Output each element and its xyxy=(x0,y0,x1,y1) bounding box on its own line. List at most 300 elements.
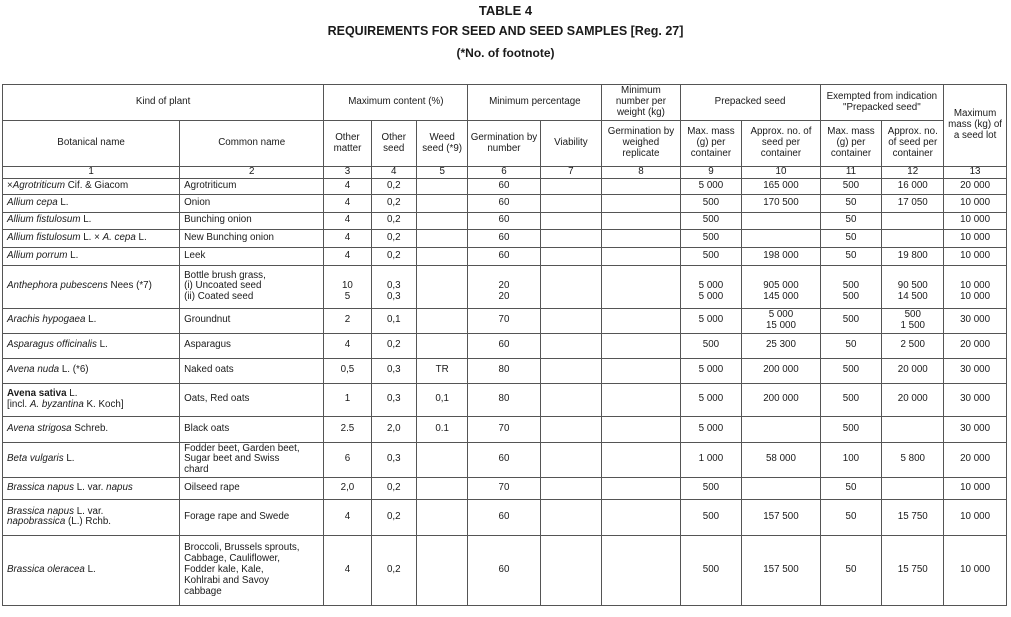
cell-c6: 60 xyxy=(468,535,540,605)
cell-c4: 2,0 xyxy=(371,416,416,442)
cell-c12: 20 000 xyxy=(882,383,944,416)
cell-c5 xyxy=(416,477,468,499)
cell-c3: 4 xyxy=(324,535,371,605)
table-row xyxy=(3,442,1007,477)
cell-c5 xyxy=(416,499,468,535)
cell-c7 xyxy=(540,416,602,442)
cell-line: 5 000 xyxy=(768,309,794,320)
common-name: Forage rape and Swede xyxy=(180,499,324,535)
botanical-name-part: L. × xyxy=(80,231,103,243)
botanical-name-part: Arachis hypogaea xyxy=(7,314,86,326)
cell-c13: 30 000 xyxy=(944,308,1007,333)
cell-line: 15 000 xyxy=(765,319,796,331)
botanical-name-part: napus xyxy=(106,481,133,493)
cell-c6: 60 xyxy=(468,178,540,194)
common-name: Oats, Red oats xyxy=(180,383,324,416)
cell-c12: 5 800 xyxy=(882,442,944,477)
column-number-13: 13 xyxy=(944,167,1007,179)
cell-c12 xyxy=(882,416,944,442)
botanical-name-part: × xyxy=(7,179,13,191)
table-row xyxy=(3,416,1007,442)
cell-c4: 0,2 xyxy=(371,194,416,212)
common-name xyxy=(180,265,324,308)
header-min-percentage: Minimum percentage xyxy=(468,85,602,121)
cell-line: 5 000 xyxy=(698,280,724,292)
cell-c7 xyxy=(540,358,602,383)
cell-c7 xyxy=(540,212,602,229)
cell-c12 xyxy=(882,308,944,333)
cell-c9: 500 xyxy=(680,229,742,247)
cell-c5 xyxy=(416,442,468,477)
column-number-10: 10 xyxy=(742,167,820,179)
botanical-name-part: Avena strigosa xyxy=(7,422,72,434)
common-name: Oilseed rape xyxy=(180,477,324,499)
botanical-name-part: L. xyxy=(85,314,97,326)
common-name: Naked oats xyxy=(180,358,324,383)
cell-c7 xyxy=(540,499,602,535)
cell-c8 xyxy=(602,416,680,442)
cell-c7 xyxy=(540,333,602,358)
common-name xyxy=(180,535,324,605)
cell-c9: 500 xyxy=(680,333,742,358)
botanical-name-part: Allium fistulosum xyxy=(7,231,81,243)
header-weed-seed: Weed seed (*9) xyxy=(416,121,468,167)
cell-c8 xyxy=(602,477,680,499)
header-exempted: Exempted from indication "Prepacked seed" xyxy=(820,85,944,121)
footnote-note: (*No. of footnote) xyxy=(456,46,555,60)
cell-c11: 50 xyxy=(820,212,882,229)
botanical-name xyxy=(3,247,180,265)
cell-c10: 200 000 xyxy=(742,383,820,416)
botanical-name-part: Allium porrum xyxy=(7,249,68,261)
botanical-name-part: napobrassica xyxy=(7,516,66,528)
common-name-line: Cabbage, Cauliflower, xyxy=(184,553,280,565)
cell-line: 20 xyxy=(498,280,510,292)
botanical-name-part: Anthephora pubescens xyxy=(7,280,108,292)
cell-c3: 4 xyxy=(324,229,371,247)
botanical-name-part: Brassica napus xyxy=(7,481,74,493)
cell-c5 xyxy=(416,535,468,605)
cell-c9: 5 000 xyxy=(680,383,742,416)
header-germination-number: Germination by number xyxy=(468,121,540,167)
botanical-name-part: Allium fistulosum xyxy=(7,214,81,226)
cell-c4: 0,2 xyxy=(371,535,416,605)
botanical-name-part: L. var. xyxy=(73,481,107,493)
cell-line: 1 500 xyxy=(900,319,926,331)
cell-c7 xyxy=(540,383,602,416)
cell-c10: 25 300 xyxy=(742,333,820,358)
cell-c10 xyxy=(742,229,820,247)
cell-c3: 4 xyxy=(324,333,371,358)
cell-line: 90 500 xyxy=(897,280,928,292)
cell-c11 xyxy=(820,265,882,308)
column-number-5: 5 xyxy=(416,167,468,179)
cell-c13: 10 000 xyxy=(944,535,1007,605)
cell-c3: 4 xyxy=(324,194,371,212)
table-row xyxy=(3,194,1007,212)
header-max-mass-lot: Maximum mass (kg) of a seed lot xyxy=(944,85,1007,167)
cell-c9: 500 xyxy=(680,499,742,535)
cell-c10: 198 000 xyxy=(742,247,820,265)
cell-c12 xyxy=(882,229,944,247)
header-germination-weighed: Germination by weighed replicate xyxy=(602,121,680,167)
cell-c5 xyxy=(416,229,468,247)
botanical-name-part: Schreb. xyxy=(71,422,109,434)
cell-line: 20 xyxy=(498,291,510,303)
header-approx-seed-container: Approx. no. of seed per container xyxy=(742,121,820,167)
header-row-1 xyxy=(3,85,1007,121)
cell-line: 5 xyxy=(344,291,351,303)
cell-c9: 5 000 xyxy=(680,358,742,383)
botanical-name-part: L. var. xyxy=(73,505,104,517)
common-name: New Bunching onion xyxy=(180,229,324,247)
cell-c13: 10 000 xyxy=(944,229,1007,247)
cell-line: 905 000 xyxy=(763,280,799,292)
cell-c11: 50 xyxy=(820,535,882,605)
cell-c6: 80 xyxy=(468,358,540,383)
botanical-name-part: L. xyxy=(80,214,92,226)
cell-c11: 50 xyxy=(820,499,882,535)
botanical-name xyxy=(3,229,180,247)
seed-requirements-table xyxy=(2,84,1007,606)
cell-c7 xyxy=(540,265,602,308)
cell-c10: 200 000 xyxy=(742,358,820,383)
common-name: Black oats xyxy=(180,416,324,442)
common-name-line: (i) Uncoated seed xyxy=(184,280,262,292)
botanical-name xyxy=(3,477,180,499)
column-number-6: 6 xyxy=(468,167,540,179)
common-name-line: Sugar beet and Swiss xyxy=(184,453,280,465)
cell-line: 10 000 xyxy=(960,291,991,303)
cell-c4: 0,3 xyxy=(371,383,416,416)
common-name: Onion xyxy=(180,194,324,212)
cell-c3: 2 xyxy=(324,308,371,333)
cell-line xyxy=(780,270,783,281)
cell-c8 xyxy=(602,383,680,416)
cell-c11: 100 xyxy=(820,442,882,477)
cell-line: 5 000 xyxy=(698,291,724,303)
cell-line: 500 xyxy=(904,309,921,320)
column-number-2: 2 xyxy=(180,167,324,179)
cell-c6 xyxy=(468,265,540,308)
cell-c3: 0,5 xyxy=(324,358,371,383)
cell-c8 xyxy=(602,194,680,212)
cell-c10: 165 000 xyxy=(742,178,820,194)
cell-c13: 10 000 xyxy=(944,499,1007,535)
cell-line xyxy=(503,270,506,281)
botanical-name xyxy=(3,358,180,383)
botanical-name-part: L. xyxy=(57,196,69,208)
cell-c13: 10 000 xyxy=(944,194,1007,212)
cell-c3: 4 xyxy=(324,499,371,535)
header-kind-of-plant: Kind of plant xyxy=(3,85,324,121)
cell-line: 500 xyxy=(842,291,860,303)
cell-c3: 4 xyxy=(324,178,371,194)
cell-c12: 17 050 xyxy=(882,194,944,212)
table-row xyxy=(3,535,1007,605)
botanical-name-part: L. xyxy=(63,453,75,465)
botanical-name-part: A. byzantina xyxy=(29,398,84,410)
cell-line: 0,3 xyxy=(386,291,401,303)
cell-c9: 500 xyxy=(680,194,742,212)
botanical-name xyxy=(3,194,180,212)
column-number-4: 4 xyxy=(371,167,416,179)
table-row xyxy=(3,358,1007,383)
table-row xyxy=(3,308,1007,333)
botanical-name xyxy=(3,333,180,358)
cell-c13: 30 000 xyxy=(944,416,1007,442)
cell-c4 xyxy=(371,265,416,308)
cell-c10: 157 500 xyxy=(742,535,820,605)
cell-c6: 60 xyxy=(468,333,540,358)
cell-c10 xyxy=(742,265,820,308)
header-row-2 xyxy=(3,121,1007,167)
table-row xyxy=(3,333,1007,358)
cell-line: 500 xyxy=(842,280,860,292)
common-name-line: cabbage xyxy=(184,585,222,597)
table-row xyxy=(3,265,1007,308)
cell-c8 xyxy=(602,229,680,247)
cell-c13: 30 000 xyxy=(944,358,1007,383)
cell-c6: 60 xyxy=(468,212,540,229)
cell-c4: 0,1 xyxy=(371,308,416,333)
botanical-name xyxy=(3,535,180,605)
header-approx-seed-container-ex: Approx. no. of seed per container xyxy=(882,121,944,167)
cell-c5 xyxy=(416,247,468,265)
cell-c6: 60 xyxy=(468,247,540,265)
botanical-name-part: L. xyxy=(84,563,96,575)
column-number-11: 11 xyxy=(820,167,882,179)
cell-c9: 5 000 xyxy=(680,416,742,442)
cell-line: 10 000 xyxy=(960,280,991,292)
cell-c9: 1 000 xyxy=(680,442,742,477)
table-number: TABLE 4 xyxy=(478,3,533,18)
botanical-name xyxy=(3,178,180,194)
cell-c10: 58 000 xyxy=(742,442,820,477)
cell-c8 xyxy=(602,178,680,194)
common-name: Agrotriticum xyxy=(180,178,324,194)
cell-c3: 2.5 xyxy=(324,416,371,442)
cell-line xyxy=(346,270,349,281)
cell-c6: 60 xyxy=(468,229,540,247)
cell-c13: 10 000 xyxy=(944,477,1007,499)
cell-c6: 80 xyxy=(468,383,540,416)
header-max-mass-container: Max. mass (g) per container xyxy=(680,121,742,167)
cell-c8 xyxy=(602,265,680,308)
cell-c6: 60 xyxy=(468,499,540,535)
cell-c13: 20 000 xyxy=(944,333,1007,358)
cell-c9 xyxy=(680,265,742,308)
cell-c4: 0,2 xyxy=(371,477,416,499)
cell-c11: 500 xyxy=(820,358,882,383)
cell-c12 xyxy=(882,477,944,499)
botanical-name-part: K. Koch] xyxy=(83,398,124,410)
cell-c11: 50 xyxy=(820,229,882,247)
botanical-name-part: Agrotriticum xyxy=(12,179,65,191)
cell-c11: 50 xyxy=(820,247,882,265)
cell-c7 xyxy=(540,229,602,247)
cell-c3 xyxy=(324,265,371,308)
cell-c10 xyxy=(742,416,820,442)
header-other-seed: Other seed xyxy=(371,121,416,167)
cell-line: 145 000 xyxy=(763,291,799,303)
cell-c7 xyxy=(540,477,602,499)
header-prepacked: Prepacked seed xyxy=(680,85,820,121)
cell-c4: 0,3 xyxy=(371,442,416,477)
common-name xyxy=(180,442,324,477)
header-min-number: Minimum number per weight (kg) xyxy=(602,85,680,121)
botanical-name-part: Brassica oleracea xyxy=(7,563,85,575)
common-name: Leek xyxy=(180,247,324,265)
cell-c7 xyxy=(540,178,602,194)
cell-c12: 15 750 xyxy=(882,499,944,535)
cell-c8 xyxy=(602,308,680,333)
table-title: REQUIREMENTS FOR SEED AND SEED SAMPLES [Reg. 27] xyxy=(327,24,684,38)
cell-c8 xyxy=(602,212,680,229)
cell-c5 xyxy=(416,178,468,194)
cell-c13: 30 000 xyxy=(944,383,1007,416)
cell-c10 xyxy=(742,212,820,229)
cell-c3: 6 xyxy=(324,442,371,477)
botanical-name-part: Cif. & Giacom xyxy=(65,179,129,191)
botanical-name xyxy=(3,442,180,477)
cell-c5 xyxy=(416,212,468,229)
cell-c4: 0,2 xyxy=(371,178,416,194)
botanical-name xyxy=(3,383,180,416)
common-name-line: (ii) Coated seed xyxy=(184,291,254,303)
cell-c11: 50 xyxy=(820,333,882,358)
cell-c11: 500 xyxy=(820,416,882,442)
cell-line xyxy=(974,270,977,281)
cell-c4: 0,2 xyxy=(371,212,416,229)
cell-c11: 50 xyxy=(820,477,882,499)
cell-c12: 19 800 xyxy=(882,247,944,265)
botanical-name-part: (L.) Rchb. xyxy=(65,516,112,528)
botanical-name-part: L. xyxy=(96,339,108,351)
cell-c11: 500 xyxy=(820,308,882,333)
cell-c9: 500 xyxy=(680,247,742,265)
cell-c6: 70 xyxy=(468,416,540,442)
cell-c10 xyxy=(742,477,820,499)
cell-c10 xyxy=(742,308,820,333)
cell-c9: 5 000 xyxy=(680,178,742,194)
botanical-name xyxy=(3,416,180,442)
table-row xyxy=(3,178,1007,194)
cell-c10: 157 500 xyxy=(742,499,820,535)
cell-c4: 0,2 xyxy=(371,333,416,358)
cell-line xyxy=(710,270,713,281)
cell-c9: 500 xyxy=(680,535,742,605)
column-number-1: 1 xyxy=(3,167,180,179)
cell-c13: 10 000 xyxy=(944,212,1007,229)
botanical-name xyxy=(3,212,180,229)
cell-c8 xyxy=(602,499,680,535)
botanical-name-part: Nees (*7) xyxy=(107,280,152,292)
cell-c5: 0,1 xyxy=(416,383,468,416)
cell-line: 14 500 xyxy=(897,291,928,303)
cell-c6: 60 xyxy=(468,442,540,477)
cell-c4: 0,3 xyxy=(371,358,416,383)
cell-c13 xyxy=(944,265,1007,308)
cell-c11: 500 xyxy=(820,178,882,194)
cell-c12: 15 750 xyxy=(882,535,944,605)
cell-c9: 500 xyxy=(680,477,742,499)
botanical-name-part: Avena sativa xyxy=(7,388,67,399)
column-number-8: 8 xyxy=(602,167,680,179)
cell-c3: 4 xyxy=(324,247,371,265)
cell-line xyxy=(392,270,395,281)
table-row xyxy=(3,229,1007,247)
cell-c12: 2 500 xyxy=(882,333,944,358)
cell-c13: 20 000 xyxy=(944,178,1007,194)
cell-c9: 5 000 xyxy=(680,308,742,333)
cell-line: 0,3 xyxy=(386,280,401,292)
botanical-name-part: Allium cepa xyxy=(7,196,58,208)
cell-c8 xyxy=(602,535,680,605)
cell-c5 xyxy=(416,333,468,358)
cell-c12 xyxy=(882,212,944,229)
column-number-3: 3 xyxy=(324,167,371,179)
cell-c12: 20 000 xyxy=(882,358,944,383)
botanical-name-part: Brassica napus xyxy=(7,505,74,517)
cell-c5 xyxy=(416,308,468,333)
botanical-name-part: L. xyxy=(67,249,79,261)
cell-c4: 0,2 xyxy=(371,247,416,265)
header-max-content: Maximum content (%) xyxy=(324,85,468,121)
cell-c12: 16 000 xyxy=(882,178,944,194)
cell-c11: 500 xyxy=(820,383,882,416)
column-number-7: 7 xyxy=(540,167,602,179)
cell-c13: 10 000 xyxy=(944,247,1007,265)
cell-c8 xyxy=(602,247,680,265)
table-row xyxy=(3,247,1007,265)
cell-c9: 500 xyxy=(680,212,742,229)
common-name: Groundnut xyxy=(180,308,324,333)
cell-c7 xyxy=(540,247,602,265)
table-row xyxy=(3,383,1007,416)
cell-c5 xyxy=(416,194,468,212)
cell-c13: 20 000 xyxy=(944,442,1007,477)
header-viability: Viability xyxy=(540,121,602,167)
common-name-line: chard xyxy=(184,464,209,476)
cell-c5: TR xyxy=(416,358,468,383)
botanical-name xyxy=(3,265,180,308)
cell-c6: 60 xyxy=(468,194,540,212)
cell-c3: 1 xyxy=(324,383,371,416)
header-max-mass-container-ex: Max. mass (g) per container xyxy=(820,121,882,167)
table-row xyxy=(3,477,1007,499)
botanical-name-part: [incl. xyxy=(7,398,30,410)
column-number-row xyxy=(3,167,1007,179)
table-row xyxy=(3,212,1007,229)
cell-c8 xyxy=(602,442,680,477)
table-row xyxy=(3,499,1007,535)
cell-c7 xyxy=(540,442,602,477)
cell-c11: 50 xyxy=(820,194,882,212)
header-common: Common name xyxy=(180,121,324,167)
cell-c8 xyxy=(602,333,680,358)
cell-c6: 70 xyxy=(468,308,540,333)
common-name: Bunching onion xyxy=(180,212,324,229)
cell-c4: 0,2 xyxy=(371,499,416,535)
cell-c5 xyxy=(416,265,468,308)
cell-c3: 2,0 xyxy=(324,477,371,499)
botanical-name-part: Beta vulgaris xyxy=(7,453,64,465)
cell-c4: 0,2 xyxy=(371,229,416,247)
column-number-9: 9 xyxy=(680,167,742,179)
cell-c7 xyxy=(540,308,602,333)
common-name-line: Fodder kale, Kale, xyxy=(184,563,264,575)
